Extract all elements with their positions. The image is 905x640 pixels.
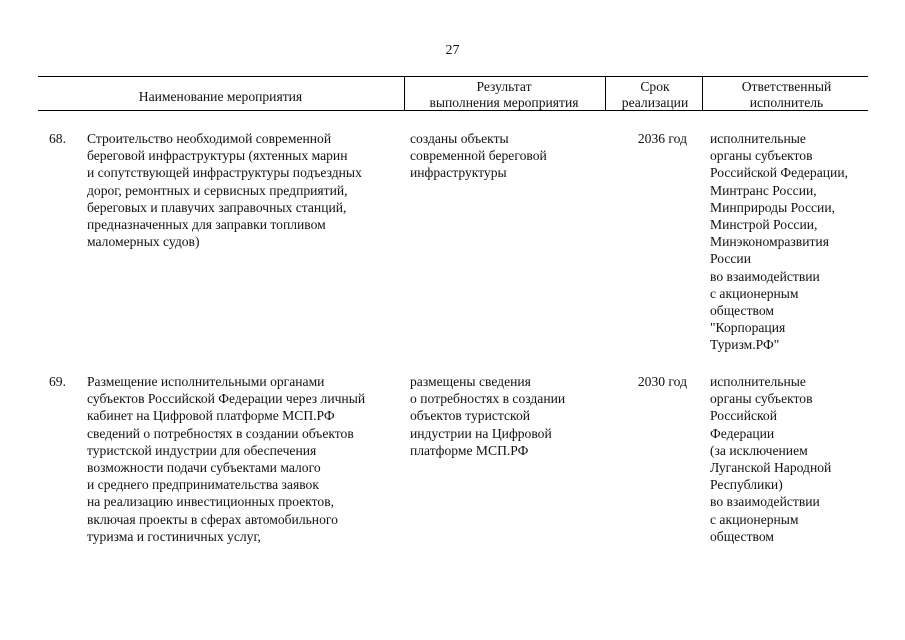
row-number: 68. xyxy=(49,131,66,146)
measure-term: 2036 год xyxy=(637,131,687,146)
column-divider xyxy=(605,76,606,110)
measure-term: 2030 год xyxy=(637,374,687,389)
measure-name: Строительство необходимой современной береговой инфраструктуры (яхтенных марин и сопутствующей инфраструктуры подъездных дорог, ремонтных и сервисных предприятий, береговых и плавучих заправочных станций, предназначенных для заправки топливом маломерных судов) xyxy=(87,131,362,250)
column-divider xyxy=(702,76,703,110)
header-result: Результат выполнения мероприятия xyxy=(429,79,579,110)
header-term: Срок реализации xyxy=(621,79,689,110)
measure-responsible: исполнительные органы субъектов Российской Федерации (за исключением Луганской Народной Республики) во взаимодействии с акционерным обществом xyxy=(710,374,832,544)
measure-result: размещены сведения о потребностях в создании объектов туристской индустрии на Цифровой платформе МСП.РФ xyxy=(410,374,566,458)
header-responsible: Ответственный исполнитель xyxy=(741,79,832,110)
page-number: 27 xyxy=(445,43,460,58)
row-number: 69. xyxy=(49,374,66,389)
measure-name: Размещение исполнительными органами субъектов Российской Федерации через личный кабинет на Цифровой платформе МСП.РФ сведений о потребностях в создании объектов туристской индустрии для обеспечения возможности подачи субъектами малого и среднего предпринимательства заявок на реализацию инвестиционных проектов, включая проекты в сферах автомобильного туризма и гостиничных услуг, xyxy=(87,374,366,544)
measure-responsible: исполнительные органы субъектов Российской Федерации, Минтранс России, Минприроды России, Минстрой России, Минэкономразвития России во взаимодействии с акционерным обществом "Корпорация Туризм.РФ" xyxy=(710,131,848,353)
header-name: Наименование мероприятия xyxy=(138,89,303,104)
measure-result: созданы объекты современной береговой инфраструктуры xyxy=(410,131,547,181)
table-header-top-rule xyxy=(38,76,868,77)
